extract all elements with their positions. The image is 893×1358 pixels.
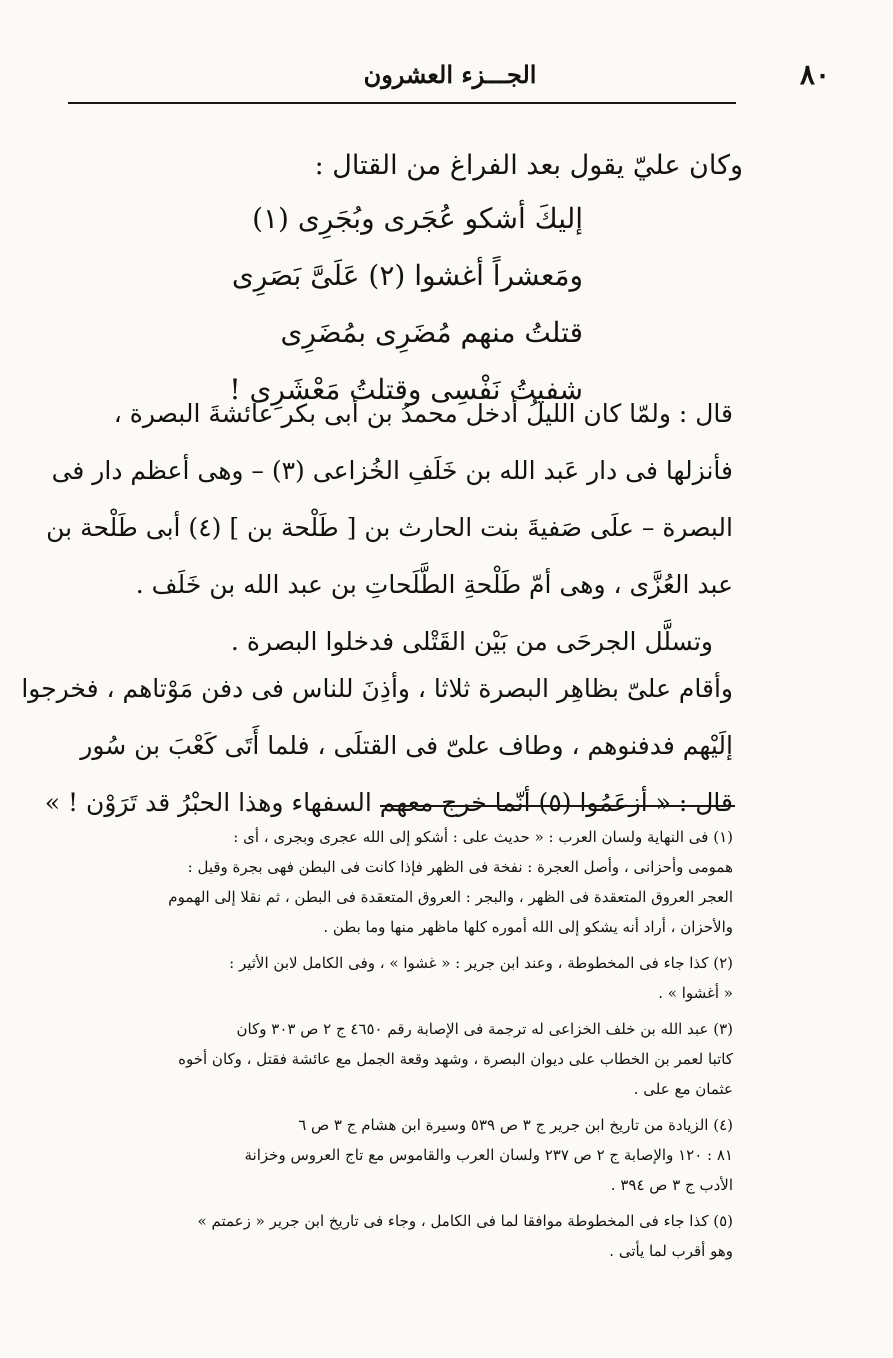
footnote-line: ٨١ : ١٢٠ والإصابة ج ٢ ص ٢٣٧ ولسان العرب والقاموس مع تاج العروس وخزانة [244, 1146, 733, 1164]
text-line: قال : « أزعَمُوا (٥) أنّما خرج معهم السفهاء وهذا الحبْرُ قد تَرَوْن ! » [44, 788, 733, 817]
poem-verse: قتلتُ منهم مُضَرِى بمُضَرِى [280, 316, 583, 349]
footnote-line: الأدب ج ٣ ص ٣٩٤ . [610, 1176, 733, 1194]
poem-verse: ومَعشراً أغشوا (٢) عَلَىَّ بَصَرِى [231, 259, 583, 292]
footnote-line: عثمان مع على . [633, 1080, 733, 1098]
text-line: قال : ولمّا كان الليلُ أدخل محمدُ بن أبى بكر عائشةَ البصرة ، [113, 399, 733, 428]
header-rule [68, 102, 736, 104]
text-line: عبد العُزَّى ، وهى أمّ طَلْحةِ الطَّلَحاتِ بن عبد الله بن خَلَف . [135, 570, 733, 599]
intro-line: وكان عليّ يقول بعد الفراغ من القتال : [314, 150, 743, 181]
paragraph-1 [46, 385, 733, 613]
footnote-line: « أغشوا » . [658, 984, 733, 1002]
footnote-5 [83, 1206, 733, 1266]
text-line: البصرة – علَى صَفيةَ بنت الحارث بن [ طَلْحة بن ] (٤) أبى طَلْحة بن [46, 513, 733, 542]
footnote-line: كاتبا لعمر بن الخطاب على ديوان البصرة ، وشهد وقعة الجمل مع عائشة فقتل ، وكان أخوه [178, 1050, 733, 1068]
footnote-line: (٢) كذا جاء فى المخطوطة ، وعند ابن جرير : « غشوا » ، وفى الكامل لابن الأثير : [229, 954, 733, 972]
footnote-line: وهو أقرب لما يأتى . [609, 1242, 733, 1260]
footnote-line: همومى وأحزانى ، وأصل العجرة : نفخة فى الظهر فإذا كانت فى البطن فهى بجرة وقيل : [187, 858, 733, 876]
text-line: فأنزلها فى دار عَبد الله بن خَلَفِ الخُزاعى (٣) – وهى أعظم دار فى [51, 456, 733, 485]
page-header [70, 55, 830, 95]
footnote-line: والأحزان ، أراد أنه يشكو إلى الله أموره كلها ماظهر منها وما بطن . [323, 918, 733, 936]
footnote-3 [83, 1014, 733, 1104]
footnote-line: (٥) كذا جاء فى المخطوطة موافقا لما فى الكامل ، وجاء فى تاريخ ابن جرير « زعمتم » [197, 1212, 733, 1230]
text-line: إلَيْهم فدفنوهم ، وطاف علىّ فى القتلَى ، فلما أَتَى كَعْبَ بن سُور [80, 731, 733, 760]
footnote-line: العجر العروق المتعقدة فى الظهر ، والبجر : العروق المتعقدة فى البطن ، ثم نقلا إلى الهموم [168, 888, 733, 906]
footnote-rule [380, 805, 735, 807]
running-title: الجـــزء العشرون [363, 60, 537, 89]
footnote-line: (٣) عبد الله بن خلف الخزاعى له ترجمة فى الإصابة رقم ٤٦٥٠ ج ٢ ص ٣٠٣ وكان [236, 1020, 733, 1038]
text-line: وأقام علىّ بظاهِر البصرة ثلاثا ، وأذِنَ للناس فى دفن مَوْتاهم ، فخرجوا [21, 674, 733, 703]
footnote-4 [83, 1110, 733, 1200]
footnote-line: (١) فى النهاية ولسان العرب : « حديث على : أشكو إلى الله عجرى وبجرى ، أى : [233, 828, 733, 846]
footnotes [83, 822, 733, 1272]
text-line: وتسلَّل الجرحَى من بَيْن القَتْلى فدخلوا البصرة . [230, 627, 713, 656]
footnote-1 [83, 822, 733, 942]
poem-verse: إليكَ أشكو عُجَرى وبُجَرِى (١) [252, 202, 583, 235]
poem [229, 190, 743, 418]
page-number: ٨٠ [799, 58, 830, 91]
poem-verse: شفيتُ نَفْسِى وقتلتُ مَعْشَرِى ! [229, 373, 583, 406]
footnote-2 [83, 948, 733, 1008]
footnote-line: (٤) الزيادة من تاريخ ابن جرير ج ٣ ص ٥٣٩ وسيرة ابن هشام ج ٣ ص ٦ [298, 1116, 733, 1134]
